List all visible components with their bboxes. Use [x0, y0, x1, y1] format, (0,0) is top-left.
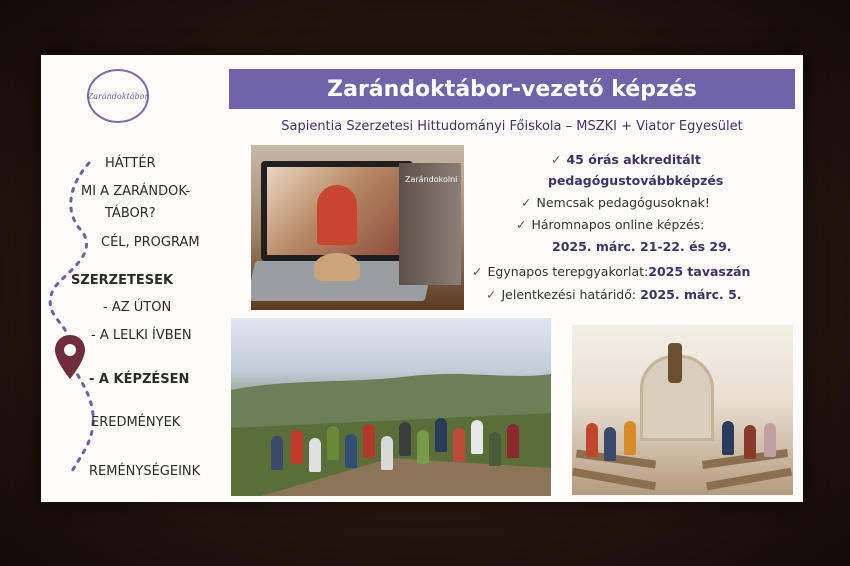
nav-item-a-kepzesen: - A KÉPZÉSEN — [89, 372, 190, 387]
hiker — [489, 432, 501, 466]
scallop-shell — [314, 253, 360, 281]
church-interior-photo — [572, 325, 793, 495]
hiker — [381, 436, 393, 470]
presentation-slide — [41, 55, 803, 502]
nav-item-eredmenyek: EREDMÉNYEK — [91, 415, 181, 430]
bullet-deadline: ✓ Jelentkezési határidő: 2025. márc. 5. — [486, 287, 742, 302]
slide-title: Zarándoktábor-vezető képzés — [327, 76, 697, 102]
check-icon: ✓ — [521, 195, 532, 210]
hiker — [309, 438, 321, 472]
nav-item-remenysegeink: REMÉNYSÉGEINK — [89, 464, 201, 479]
hiker — [435, 418, 447, 452]
hiker — [271, 436, 283, 470]
slide-subtitle: Sapientia Szerzetesi Hittudományi Főiskola – MSZKI + Viator Egyesület — [281, 119, 743, 134]
participant — [722, 421, 734, 455]
laptop-video-call-photo — [251, 145, 464, 310]
bullet-field-practice: ✓ Egynapos terepgyakorlat:2025 tavaszán — [472, 264, 751, 279]
check-icon: ✓ — [486, 287, 497, 302]
hiker — [471, 420, 483, 454]
participant — [586, 423, 598, 457]
slide-title-bar — [229, 69, 795, 109]
participant — [604, 427, 616, 461]
hiker — [399, 422, 411, 456]
bullet-accredited-line2: pedagógustovábbképzés — [548, 173, 724, 188]
check-icon: ✓ — [551, 152, 562, 167]
bullet-online-dates: 2025. márc. 21-22. és 29. — [552, 239, 732, 254]
nav-item-cel-program: CÉL, PROGRAM — [101, 235, 200, 250]
logo-text: Zarándoktábor — [87, 91, 149, 101]
book-cover — [399, 163, 461, 285]
church-bench — [706, 468, 792, 491]
bullet-not-only-teachers: ✓ Nemcsak pedagógusoknak! — [521, 195, 710, 210]
hiker — [327, 426, 339, 460]
laptop-screen — [267, 167, 407, 255]
check-icon: ✓ — [472, 264, 483, 279]
bullet-accredited: ✓ 45 órás akkreditált — [551, 152, 701, 167]
book-title: Zarándokolni — [405, 175, 458, 184]
hiking-group-photo — [231, 318, 551, 496]
nav-item-mi-a-zarandok: MI A ZARÁNDOK- — [81, 184, 191, 199]
hiker — [291, 430, 303, 464]
participant — [764, 423, 776, 457]
chandelier — [668, 343, 682, 383]
check-icon: ✓ — [516, 217, 527, 232]
hiker — [417, 430, 429, 464]
participant — [624, 421, 636, 455]
hiker — [453, 428, 465, 462]
nav-item-hatter: HÁTTÉR — [105, 156, 156, 171]
participant — [744, 425, 756, 459]
nav-item-az-uton: - AZ ÚTON — [103, 300, 172, 315]
nav-item-szerzetesek: SZERZETESEK — [71, 273, 174, 288]
video-call-person — [317, 185, 357, 245]
nav-item-a-lelki-ivben: - A LELKI ÍVBEN — [91, 328, 192, 343]
location-pin-icon — [53, 333, 87, 381]
hiker — [345, 434, 357, 468]
laptop-shape — [261, 161, 413, 261]
agenda-path — [41, 55, 231, 502]
bullet-online-training: ✓ Háromnapos online képzés: — [516, 217, 705, 232]
nav-item-tabor: TÁBOR? — [105, 206, 156, 221]
hiker — [363, 424, 375, 458]
hiker — [507, 424, 519, 458]
church-bench — [572, 468, 656, 490]
